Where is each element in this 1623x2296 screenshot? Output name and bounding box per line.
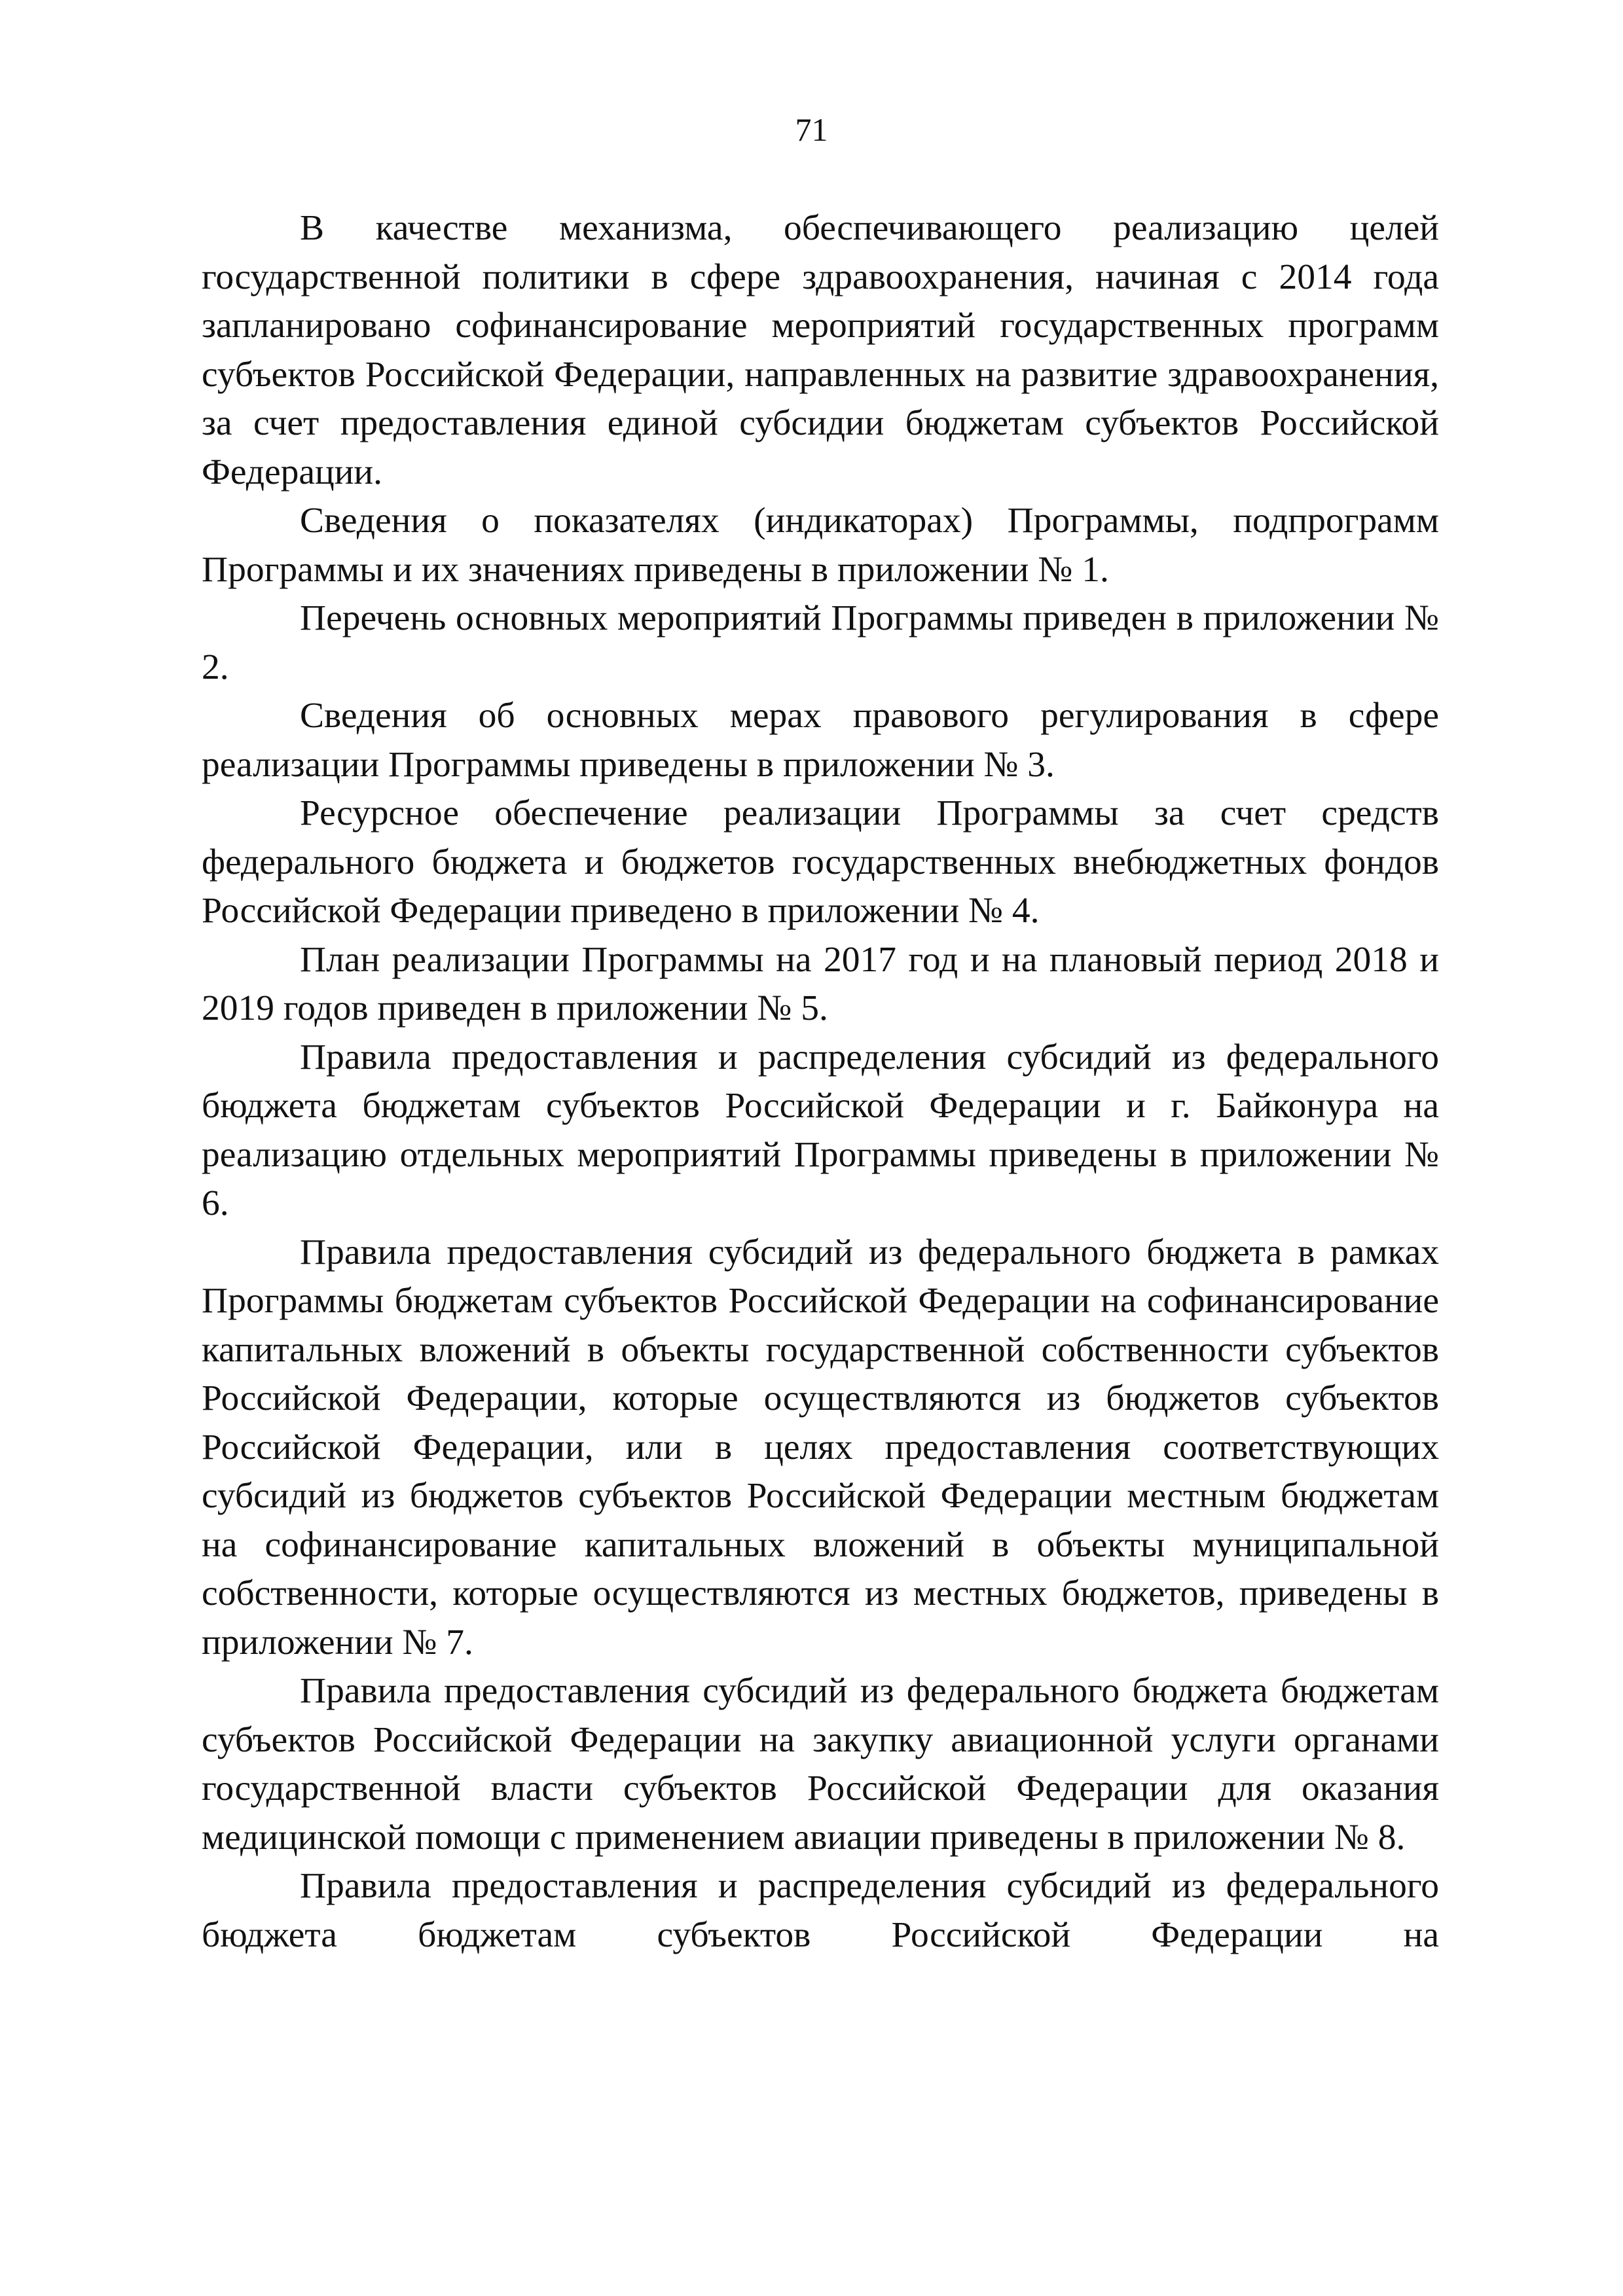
paragraph: Правила предоставления субсидий из федерального бюджета в рамках Программы бюджетам субъектов Российской Федерации на софинансирование капитальных вложений в объекты государственной собственности субъектов Российской Федерации, которые осуществляются из бюджетов субъектов Российской Федерации, или в целях предоставления соответствующих субсидий из бюджетов субъектов Российской Федерации местным бюджетам на софинансирование капитальных вложений в объекты муниципальной собственности, которые осуществляются из местных бюджетов, приведены в приложении № 7. [202,1232,1439,1662]
page-number: 71 [795,111,828,148]
paragraph: Сведения о показателях (индикаторах) Программы, подпрограмм Программы и их значениях приведены в приложении № 1. [202,501,1439,590]
paragraph: Перечень основных мероприятий Программы приведен в приложении № 2. [202,598,1439,687]
paragraph: В качестве механизма, обеспечивающего реализацию целей государственной политики в сфере здравоохранения, начиная с 2014 года запланировано софинансирование мероприятий государственных программ субъектов Российской Федерации, направленных на развитие здравоохранения, за счет предоставления единой субсидии бюджетам субъектов Российской Федерации. [202,208,1439,492]
paragraph: Ресурсное обеспечение реализации Программы за счет средств федерального бюджета и бюджетов государственных внебюджетных фондов Российской Федерации приведено в приложении № 4. [202,793,1439,931]
paragraph: Правила предоставления и распределения субсидий из федерального бюджета бюджетам субъектов Российской Федерации на [202,1866,1439,1955]
paragraph: Сведения об основных мерах правового регулирования в сфере реализации Программы приведены в приложении № 3. [202,696,1439,785]
paragraph: Правила предоставления и распределения субсидий из федерального бюджета бюджетам субъектов Российской Федерации и г. Байконура на реализацию отдельных мероприятий Программы приведены в приложении № 6. [202,1037,1439,1223]
document-body [202,204,1439,1960]
paragraph: Правила предоставления субсидий из федерального бюджета бюджетам субъектов Российской Федерации на закупку авиационной услуги органами государственной власти субъектов Российской Федерации для оказания медицинской помощи с применением авиации приведены в приложении № 8. [202,1671,1439,1857]
paragraph: План реализации Программы на 2017 год и на плановый период 2018 и 2019 годов приведен в приложении № 5. [202,939,1439,1028]
